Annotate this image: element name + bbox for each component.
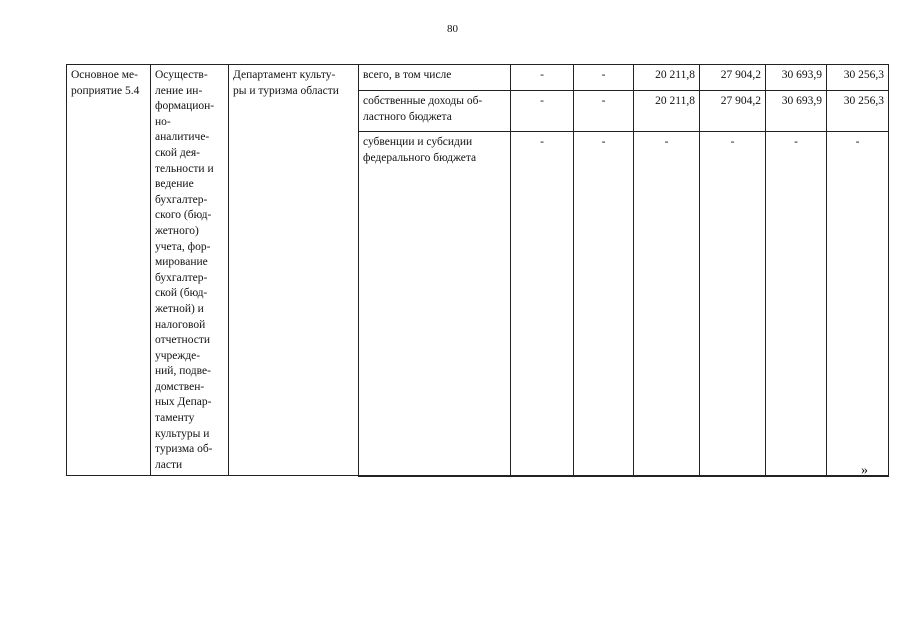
description-line: культуры и [155, 427, 210, 440]
funding-source-cell [359, 132, 511, 476]
description-line: тельности и [155, 162, 214, 175]
description-line: ных Депар- [155, 396, 212, 409]
description-line: аналитиче- [155, 131, 210, 144]
description-line: бухгалтер- [155, 193, 208, 206]
page-number: 80 [447, 23, 458, 35]
funding-source-cell [359, 65, 511, 91]
value-cell: - [827, 132, 889, 476]
description-line: мирование [155, 256, 208, 269]
description-line: домствен- [155, 380, 205, 393]
value-cell: - [574, 91, 634, 132]
description-line: ведение [155, 178, 194, 191]
description-line: но- [155, 115, 171, 128]
value-cell: 30 693,9 [766, 91, 827, 132]
value-cell: - [766, 132, 827, 476]
closing-quote-mark: » [861, 463, 868, 478]
value-cell: - [511, 65, 574, 91]
value-cell: 27 904,2 [700, 65, 766, 91]
value-cell: 20 211,8 [634, 65, 700, 91]
value-cell: 30 256,3 [827, 91, 889, 132]
activity-title-cell [67, 65, 151, 476]
value-cell: - [574, 65, 634, 91]
funding-source-cell [359, 91, 511, 132]
description-line: бухгалтер- [155, 271, 208, 284]
department-cell [229, 65, 359, 476]
funding-source-line: субвенции и субсидии [363, 136, 473, 148]
description-line: ской (бюд- [155, 287, 208, 300]
table-row [67, 65, 889, 91]
budget-table [66, 64, 889, 477]
description-line: учета, фор- [155, 240, 211, 253]
description-line: ласти [155, 458, 183, 471]
description-line: таменту [155, 412, 195, 425]
value-cell: 20 211,8 [634, 91, 700, 132]
funding-source-line: собственные доходы об- [363, 95, 483, 107]
description-line: туризма об- [155, 443, 213, 456]
description-line: учрежде- [155, 349, 201, 362]
department-line: Департамент культу- [233, 69, 336, 81]
description-line: ского (бюд- [155, 209, 212, 222]
value-cell: - [574, 132, 634, 476]
value-cell: - [511, 91, 574, 132]
department-line: ры и туризма области [233, 84, 339, 97]
value-cell: 27 904,2 [700, 91, 766, 132]
value-cell: - [511, 132, 574, 476]
value-cell: - [700, 132, 766, 476]
funding-source-line: федерального бюджета [363, 151, 477, 164]
description-line: формацион- [155, 100, 215, 113]
value-cell: 30 256,3 [827, 65, 889, 91]
activity-title-line: Основное ме- [71, 69, 138, 81]
funding-source-line: всего, в том числе [363, 69, 452, 81]
activity-title-line: роприятие 5.4 [71, 84, 140, 97]
activity-description-cell [151, 65, 229, 476]
description-line: налоговой [155, 318, 206, 331]
description-line: жетного) [155, 224, 199, 237]
value-cell: - [634, 132, 700, 476]
description-line: ской дея- [155, 146, 200, 159]
description-line: отчетности [155, 334, 211, 347]
value-cell: 30 693,9 [766, 65, 827, 91]
description-line: ний, подве- [155, 365, 211, 378]
funding-source-line: ластного бюджета [363, 110, 452, 123]
description-line: жетной) и [155, 302, 204, 315]
description-line: Осуществ- [155, 69, 208, 81]
description-line: ление ин- [155, 84, 203, 97]
